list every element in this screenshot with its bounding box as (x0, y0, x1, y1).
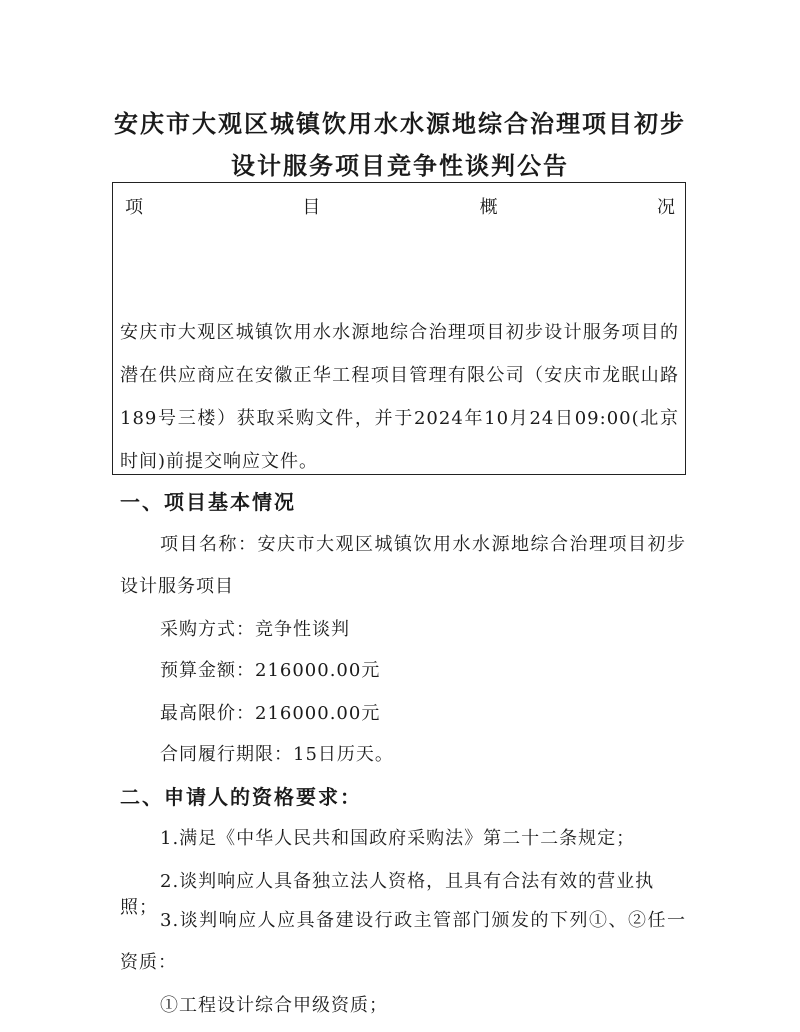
contract-period: 合同履行期限：15日历天。 (160, 744, 394, 765)
requirement-1: 1.满足《中华人民共和国政府采购法》第二十二条规定； (160, 828, 636, 849)
document-title-line-1: 安庆市大观区城镇饮用水水源地综合治理项目初步 (114, 109, 686, 138)
budget-amount: 预算金额：216000.00元 (160, 660, 381, 681)
document-title-line-2: 设计服务项目竞争性谈判公告 (231, 151, 569, 180)
overview-heading-char: 况 (656, 197, 675, 218)
requirement-3: 3.谈判响应人应具备建设行政主管部门颁发的下列①、②任一资质： (120, 910, 686, 973)
overview-heading-char: 目 (302, 197, 321, 218)
section-1-heading: 一、项目基本情况 (120, 490, 296, 514)
requirement-2: 2.谈判响应人具备独立法人资格，且具有合法有效的营业执照； (120, 871, 655, 918)
overview-heading-char: 概 (479, 197, 498, 218)
project-overview-box (112, 182, 686, 475)
overview-heading (125, 193, 675, 217)
procurement-method: 采购方式：竞争性谈判 (160, 619, 350, 640)
overview-heading-char: 项 (125, 197, 143, 218)
requirement-3-item-1: ①工程设计综合甲级资质； (160, 995, 388, 1016)
overview-text: 安庆市大观区城镇饮用水水源地综合治理项目初步设计服务项目的潜在供应商应在安徽正华工程项目管理有限公司（安庆市龙眠山路189号三楼）获取采购文件，并于2024年10月24日09:00(北京时间)前提交响应文件。 (120, 322, 679, 472)
section-2-heading: 二、申请人的资格要求： (120, 785, 362, 809)
max-price: 最高限价：216000.00元 (160, 703, 381, 724)
project-name: 项目名称：安庆市大观区城镇饮用水水源地综合治理项目初步设计服务项目 (120, 534, 686, 597)
